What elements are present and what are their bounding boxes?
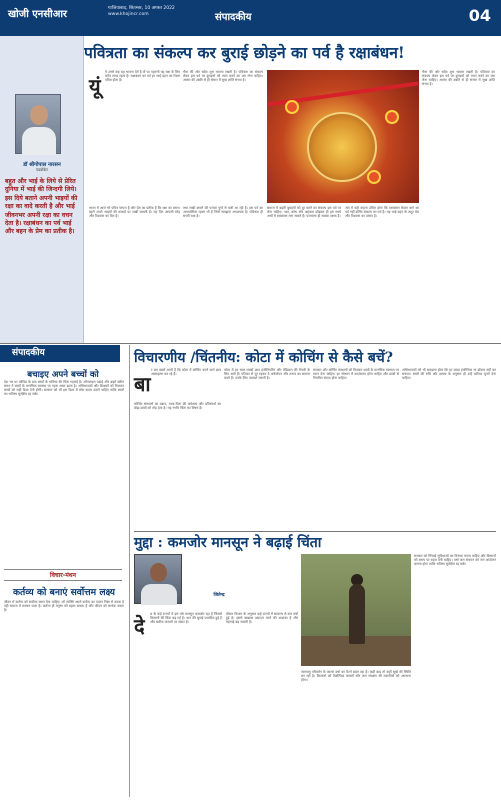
article-column: ये उनसे कह रहा भावना देते है वो पर पहरुगी यह रक्षा के लिए सदैव तत्पर रहता है। रक्षाबंधन का पर्व हर भाई बहन का रिश्ता पवित्र होता है। xyxy=(105,70,180,83)
dropcap: दे xyxy=(134,614,145,638)
article-column: तथा राखी बांधने की परंपरा युगों से चली आ रही है। इस पर्व का आध्यात्मिक रहस्य भी है जिसे समझना आवश्यक है। पवित्रता ही सच्ची रक्षा है। xyxy=(183,206,263,219)
author-name: जितेन्द्र xyxy=(213,593,225,598)
monsoon-photo xyxy=(301,554,411,666)
article-column: सरकार को सिंचाई सुविधाओं का विस्तार करना चाहिए और किसानों को समय पर राहत देनी चाहिए। वर्षा जल संचयन को जन आंदोलन बनाना होगा ताकि भविष्य सुरक्षित रह सके। xyxy=(414,554,496,567)
pull-quote: बहुत और भाई के लिये से प्रेरित दुनिया में भाई की जिन्दगी लिये। इस दिये बताने अपनी भाइयों की रक्षा का वादे करती है और भाई जीवनभर अपनी रक्षा का वचन देता है। रक्षाबंधन का पर्व भाई और बहन के प्रेम का प्रतीक है। xyxy=(5,178,78,236)
article-column: अंत में यही कहना उचित होगा कि रक्षाबंधन केवल धागे का पर्व नहीं बल्कि संकल्प का पर्व है। यह भाई बहन के अटूट प्रेम और विश्वास का उत्सव है। xyxy=(345,206,419,219)
section-title: संपादकीय xyxy=(215,12,252,23)
article-column: अभिभावकों को भी समझना होगा कि हर बच्चा इंजीनियर या डॉक्टर नहीं बन सकता। बच्चों की रुचि और क्षमता के अनुसार ही उन्हें करियर चुनने देना चाहिए। xyxy=(402,368,496,381)
masthead xyxy=(0,0,501,36)
main-article xyxy=(89,70,495,342)
monsoon-headline: मुद्दा : कमजोर मानसून ने बढ़ाई चिंता xyxy=(134,535,322,551)
vichar-label: विचार-मंथन xyxy=(4,569,122,581)
article-column: भारत में आज भी पवित्र परंपरा है और प्रेम का प्रतीक है कि रक्षा का बंधन। बहनें अपने भाइयों की कलाई पर राखी बांधती हैं। यह दिन आपसी स्नेह और विश्वास का दिन है। xyxy=(89,206,180,219)
dateline-website: www.khojincr.com xyxy=(108,12,149,17)
article-column: भैया की ओर सदैव शुभ भावना रखती है। पवित्रता का संकल्प लेकर इस पर्व पर बुराइयों को त्याग करने का प्रण लेना चाहिए। आत्मा की उन्नति से ही संसार में सुख शांति संभव है। xyxy=(422,70,495,87)
dropcap: यूं xyxy=(89,74,101,98)
article-column: भैया की ओर सदैव शुभ भावना रखती है। पवित्रता का संकल्प लेकर इस पर्व पर बुराइयों को त्याग करने का प्रण लेना चाहिए। आत्मा की उन्नति से ही संसार में सुख शांति संभव है। xyxy=(183,70,263,83)
article-column: श के कई राज्यों में इस वर्ष मानसून कमजोर रहा है जिससे किसानों की चिंता बढ़ गई है। धान की बुवाई प्रभावित हुई है और खरीफ फसलों पर संकट है। xyxy=(150,612,222,625)
author-photo xyxy=(134,554,182,604)
author-photo xyxy=(15,94,61,154)
dateline xyxy=(108,6,175,18)
divider xyxy=(0,343,501,344)
divider xyxy=(134,531,496,532)
article-column: र बार खबरें आती हैं कि कोटा में कोचिंग करने वाले छात्र आत्महत्या कर रहे हैं। xyxy=(151,368,221,377)
article-column: कोचिंग संस्थानों का दबाव, माता-पिता की अपेक्षाएं और प्रतिस्पर्धा का बोझ छात्रों को तोड़ देता है। यह गंभीर चिंता का विषय है। xyxy=(134,402,221,411)
article-column: मौसम विभाग के अनुसार कई राज्यों में सामान्य से कम वर्षा हुई है। इससे खाद्यान्न उत्पादन घटने की आशंका है और महंगाई बढ़ सकती है। xyxy=(226,612,298,625)
article-column: कोटा में हर साल लाखों छात्र इंजीनियरिंग और मेडिकल की तैयारी के लिए आते हैं। परिवार से दूर रहकर वे अकेलेपन और तनाव का सामना करते हैं। उनके लिए परामर्श जरूरी है। xyxy=(224,368,310,381)
kota-headline: विचारणीय /चिंतनीय: कोटा में कोचिंग से कैसे बचें? xyxy=(134,350,393,366)
editorial-body: देश भर पर कोविड के बाद बच्चों के भविष्य की चिंता गहराई है। ऑनलाइन पढ़ाई और बढ़ते स्क्रीन समय ने बच्चों के मानसिक स्वास्थ्य पर गहरा असर डाला है। अभिभावकों और शिक्षकों को मिलकर बच्चों को सही दिशा देनी होगी। सरकार को भी इस दिशा में ठोस कदम उठाने चाहिए ताकि बच्चों का भविष्य सुरक्षित रह सके। xyxy=(4,380,124,397)
editorial-body-2: जीवन में कर्तव्य को सर्वोच्च स्थान देना चाहिए। जो व्यक्ति अपने कर्तव्य का पालन निष्ठा से करता है वही समाज में सम्मान पाता है। कर्तव्य ही मनुष्य को महान बनाता है और जीवन को सार्थक करता है। xyxy=(4,600,124,613)
author-name: डॉ श्रीगोपाल नारसन xyxy=(23,162,61,168)
article-column: समाज में बढ़ती बुराइयों को दूर करने का संकल्प इस पर्व पर लेना चाहिए। नशा, क्रोध और अहंकार छोड़कर ही हम सच्चे अर्थों में रक्षाबंधन मना सकते हैं। परमात्मा ही सबका रक्षक है। xyxy=(267,206,341,219)
author-role: एडवोकेट xyxy=(35,167,49,172)
editorial-headline: बचाइए अपने बच्चों को xyxy=(27,370,99,380)
divider xyxy=(129,345,130,797)
article-column: जलवायु परिवर्तन के कारण वर्षा का पैटर्न बदल रहा है। कहीं बाढ़ तो कहीं सूखे की स्थिति बन रही है। किसानों को वैकल्पिक फसलों और जल संरक्षण की तकनीकों को अपनाना होगा। xyxy=(301,670,411,683)
editorial-section-bar: संपादकीय xyxy=(0,345,120,362)
main-headline: पवित्रता का संकल्प कर बुराई छोड़ने का पर्व है रक्षाबंधन! xyxy=(84,43,405,62)
page-number: 04 xyxy=(468,6,491,25)
editorial-headline-2: कर्तव्य को बनाएं सर्वोत्तम लक्ष्य xyxy=(13,587,115,598)
article-column: सरकार और कोचिंग संस्थानों को मिलकर छात्रों के मानसिक स्वास्थ्य पर ध्यान देना चाहिए। हर संस्थान में काउंसलर होना चाहिए और छात्रों से नियमित संवाद होना चाहिए। xyxy=(313,368,399,381)
rakhi-photo xyxy=(267,70,419,203)
author-sidebar xyxy=(0,36,84,344)
newspaper-logo: खोजी एनसीआर xyxy=(8,9,68,20)
dropcap: बा xyxy=(134,372,151,396)
dateline-date: गाजियाबाद, सितम्बर, 10 अगस्त 2022 xyxy=(108,6,175,11)
